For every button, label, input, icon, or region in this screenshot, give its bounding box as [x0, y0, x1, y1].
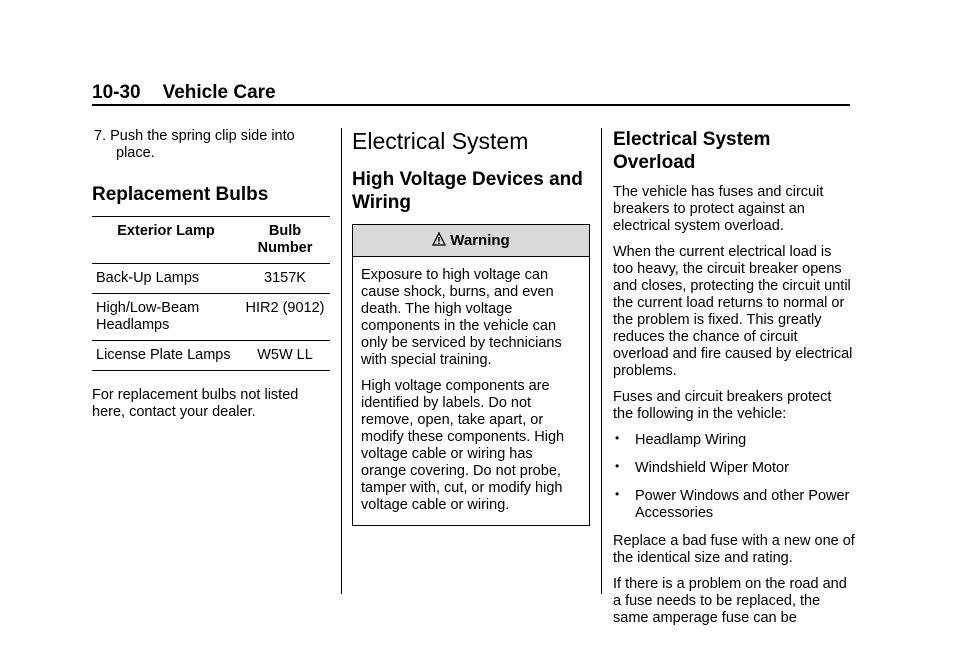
- header-rule: [92, 104, 850, 106]
- table-header-row: [92, 217, 330, 264]
- bullet-icon: •: [615, 431, 620, 445]
- overload-paragraph: When the current electrical load is too heavy, the circuit breaker opens and closes, protecting the circuit until the current load returns to normal or the problem is fixed. This greatly reduces the chance of circuit overload and fire caused by electrical problems.: [613, 244, 853, 379]
- column-divider-1: [341, 128, 342, 594]
- dealer-note: For replacement bulbs not listed here, contact your dealer.: [92, 387, 299, 420]
- list-item-text: Headlamp Wiring: [635, 432, 747, 448]
- warning-header: [353, 225, 589, 257]
- overload-paragraph: The vehicle has fuses and circuit breakers to protect against an electrical system overload.: [613, 184, 824, 234]
- table-row: [92, 341, 330, 371]
- warning-label: Warning: [450, 232, 510, 249]
- step-7: 7. Push the spring clip side into place.: [94, 128, 295, 161]
- column-1: [92, 128, 330, 430]
- bullet-icon: •: [615, 459, 620, 473]
- bulb-table: [92, 216, 330, 371]
- section-title: Vehicle Care: [162, 82, 276, 103]
- high-voltage-heading: High Voltage Devices and Wiring: [352, 169, 583, 213]
- overload-paragraph: Fuses and circuit breakers protect the following in the vehicle:: [613, 389, 832, 422]
- warning-triangle-icon: [432, 232, 446, 246]
- warning-paragraph: High voltage components are identified by labels. Do not remove, open, take apart, or modify these components. High voltage cable or wiring has orange covering. Do not probe, tamper with, cut, or modify high voltage cable or wiring.: [361, 378, 565, 513]
- warning-box: [352, 224, 590, 526]
- overload-paragraph: Replace a bad fuse with a new one of the identical size and rating.: [613, 533, 855, 566]
- bulb-number-cell: 3157K: [240, 264, 330, 294]
- bulb-number-cell: W5W LL: [240, 341, 330, 371]
- list-item-text: Power Windows and other Power Accessories: [635, 488, 850, 521]
- list-item: [613, 432, 855, 449]
- warning-paragraph: Exposure to high voltage can cause shock, burns, and even death. The high voltage components in the vehicle can only be serviced by technicians with special training.: [361, 267, 562, 368]
- electrical-system-heading: Electrical System: [352, 128, 529, 154]
- bullet-icon: •: [615, 487, 620, 501]
- replacement-bulbs-heading: Replacement Bulbs: [92, 184, 269, 205]
- bulb-number-cell: HIR2 (9012): [240, 294, 330, 341]
- page-number: 10-30: [92, 82, 141, 103]
- overload-paragraph: If there is a problem on the road and a fuse needs to be replaced, the same amperage fuse can be: [613, 576, 847, 626]
- column-3: [613, 128, 855, 636]
- list-item: [613, 460, 855, 477]
- column-header: Exterior Lamp: [92, 217, 240, 264]
- table-row: [92, 294, 330, 341]
- column-2: [352, 128, 590, 526]
- list-item-text: Windshield Wiper Motor: [635, 460, 789, 476]
- column-header: Bulb Number: [240, 217, 330, 264]
- list-item: [613, 488, 855, 522]
- overload-heading: Electrical System Overload: [613, 129, 771, 173]
- table-row: [92, 264, 330, 294]
- column-divider-2: [601, 128, 602, 594]
- lamp-cell: High/Low-Beam Headlamps: [92, 294, 240, 341]
- page-header: [92, 82, 276, 104]
- protected-list: [613, 432, 855, 522]
- lamp-cell: License Plate Lamps: [92, 341, 240, 371]
- warning-body: [353, 257, 589, 525]
- lamp-cell: Back-Up Lamps: [92, 264, 240, 294]
